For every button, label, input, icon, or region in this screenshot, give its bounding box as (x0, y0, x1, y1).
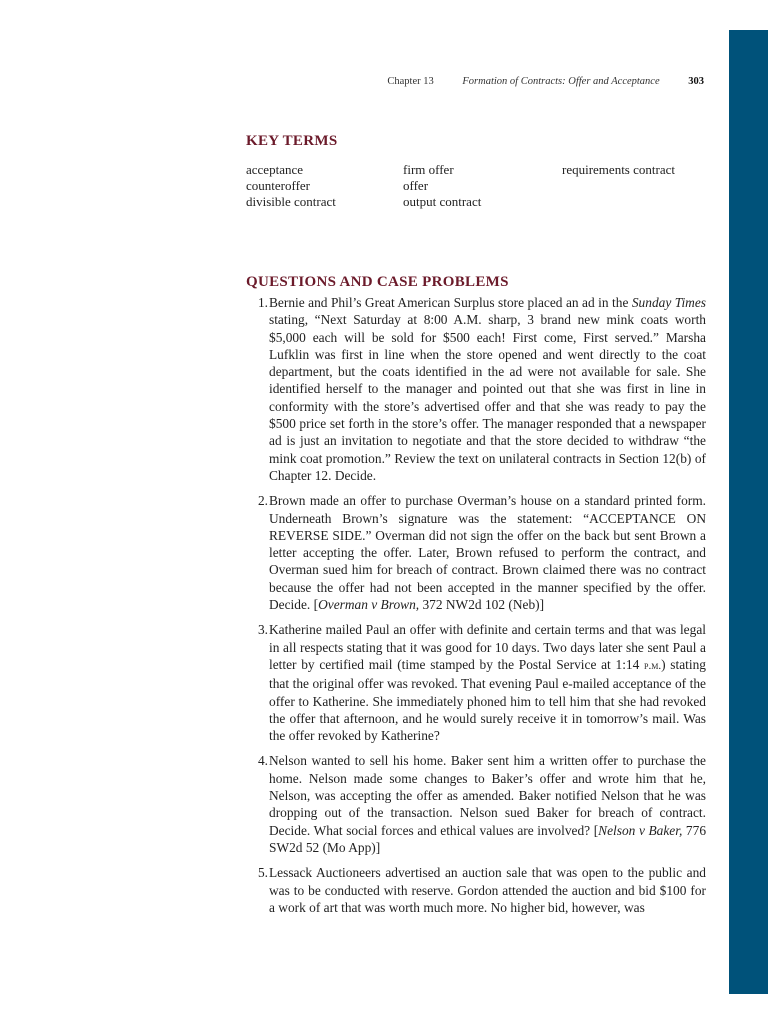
question-text: Nelson wanted to sell his home. Baker sent him a written offer to purchase the home. Nelson made some changes to Baker’s offer and wrote him that he, Nelson, was accepting the offer as amended. Baker notified Nelson that he was dropping out of the transaction. Nelson sued Baker for breach of contract. Decide. What social forces and ethical values are involved? [Nelson v Baker, 776 SW2d 52 (Mo App)] (269, 753, 707, 855)
key-terms-heading: KEY TERMS (246, 133, 338, 149)
question-item (246, 864, 706, 916)
question-text: Bernie and Phil’s Great American Surplus store placed an ad in the Sunday Times stating, “Next Saturday at 8:00 A.M. sharp, 3 brand new mink coats worth $5,000 each will be sold for $500 each! First come, First served.” Marsha Lufklin was first in line when the store opened and went directly to the coat department, but the coats identified in the ad were not available for sale. She identified herself to the manager and pointed out that she was first in line in conformity with the store’s advertised offer and that she was ready to pay the $500 price set forth in the store’s offer. The manager responded that a newspaper ad is just an invitation to negotiate and that the store decided to withdraw “the mink coat promotion.” Review the text on unilateral contracts in Section 12(b) of Chapter 12. Decide. (269, 295, 706, 483)
chapter-label: Chapter 13 (387, 76, 434, 87)
key-term: acceptance (246, 162, 304, 177)
question-text: Lessack Auctioneers advertised an auction sale that was open to the public and was to be conducted with reserve. Gordon attended the auction and bid $100 for a work of art that was worth much more. No higher bid, however, was (269, 865, 706, 915)
question-text: Katherine mailed Paul an offer with definite and certain terms and that was legal in all respects stating that it was good for 10 days. Two days later she sent Paul a letter by certified mail (time stamped by the Postal Service at 1:14 p.m.) stating that the original offer was revoked. That evening Paul e-mailed acceptance of the offer to Katherine. She immediately phoned him to tell him that she had revoked the offer that afternoon, and he would surely receive it in tomorrow’s mail. Was the offer revoked by Katherine? (269, 622, 707, 744)
key-terms-column (562, 162, 716, 210)
chapter-title: Formation of Contracts: Offer and Acceptance (462, 76, 660, 87)
chapter-color-tab (729, 30, 768, 994)
key-term: firm offer (403, 162, 454, 177)
question-item (246, 752, 706, 856)
key-term: divisible contract (246, 194, 336, 209)
page-number: 303 (688, 76, 704, 87)
key-term: counteroffer (246, 178, 311, 193)
question-text: Brown made an offer to purchase Overman’s house on a standard printed form. Underneath Brown’s signature was the statement: “ACCEPTANCE ON REVERSE SIDE.” Overman did not sign the offer on the back but sent Brown a letter accepting the offer. Later, Brown refused to perform the contract, and Overman sued him for breach of contract. Brown claimed there was no contract because the offer had not been accepted in the manner specified by the offer. Decide. [Overman v Brown, 372 NW2d 102 (Neb)] (269, 493, 706, 613)
question-number: 3. (257, 622, 268, 638)
question-number: 1. (257, 295, 268, 310)
question-item (246, 621, 706, 744)
case-citation: Overman v Brown, (318, 597, 420, 613)
key-terms-column (246, 162, 403, 210)
questions-heading: QUESTIONS AND CASE PROBLEMS (246, 274, 509, 290)
question-item (246, 294, 706, 484)
running-head (387, 76, 704, 87)
case-citation: Nelson v Baker, (598, 822, 683, 838)
key-terms-list (246, 162, 716, 210)
key-terms-column (403, 162, 562, 210)
key-term: requirements contract (562, 162, 675, 177)
question-item (246, 492, 706, 613)
key-term: output contract (403, 194, 482, 209)
question-number: 4. (257, 753, 268, 769)
key-term: offer (403, 178, 429, 193)
questions-list (246, 294, 706, 924)
publication-name: Sunday Times (631, 295, 706, 310)
question-number: 2. (257, 493, 268, 509)
question-number: 5. (257, 865, 268, 881)
